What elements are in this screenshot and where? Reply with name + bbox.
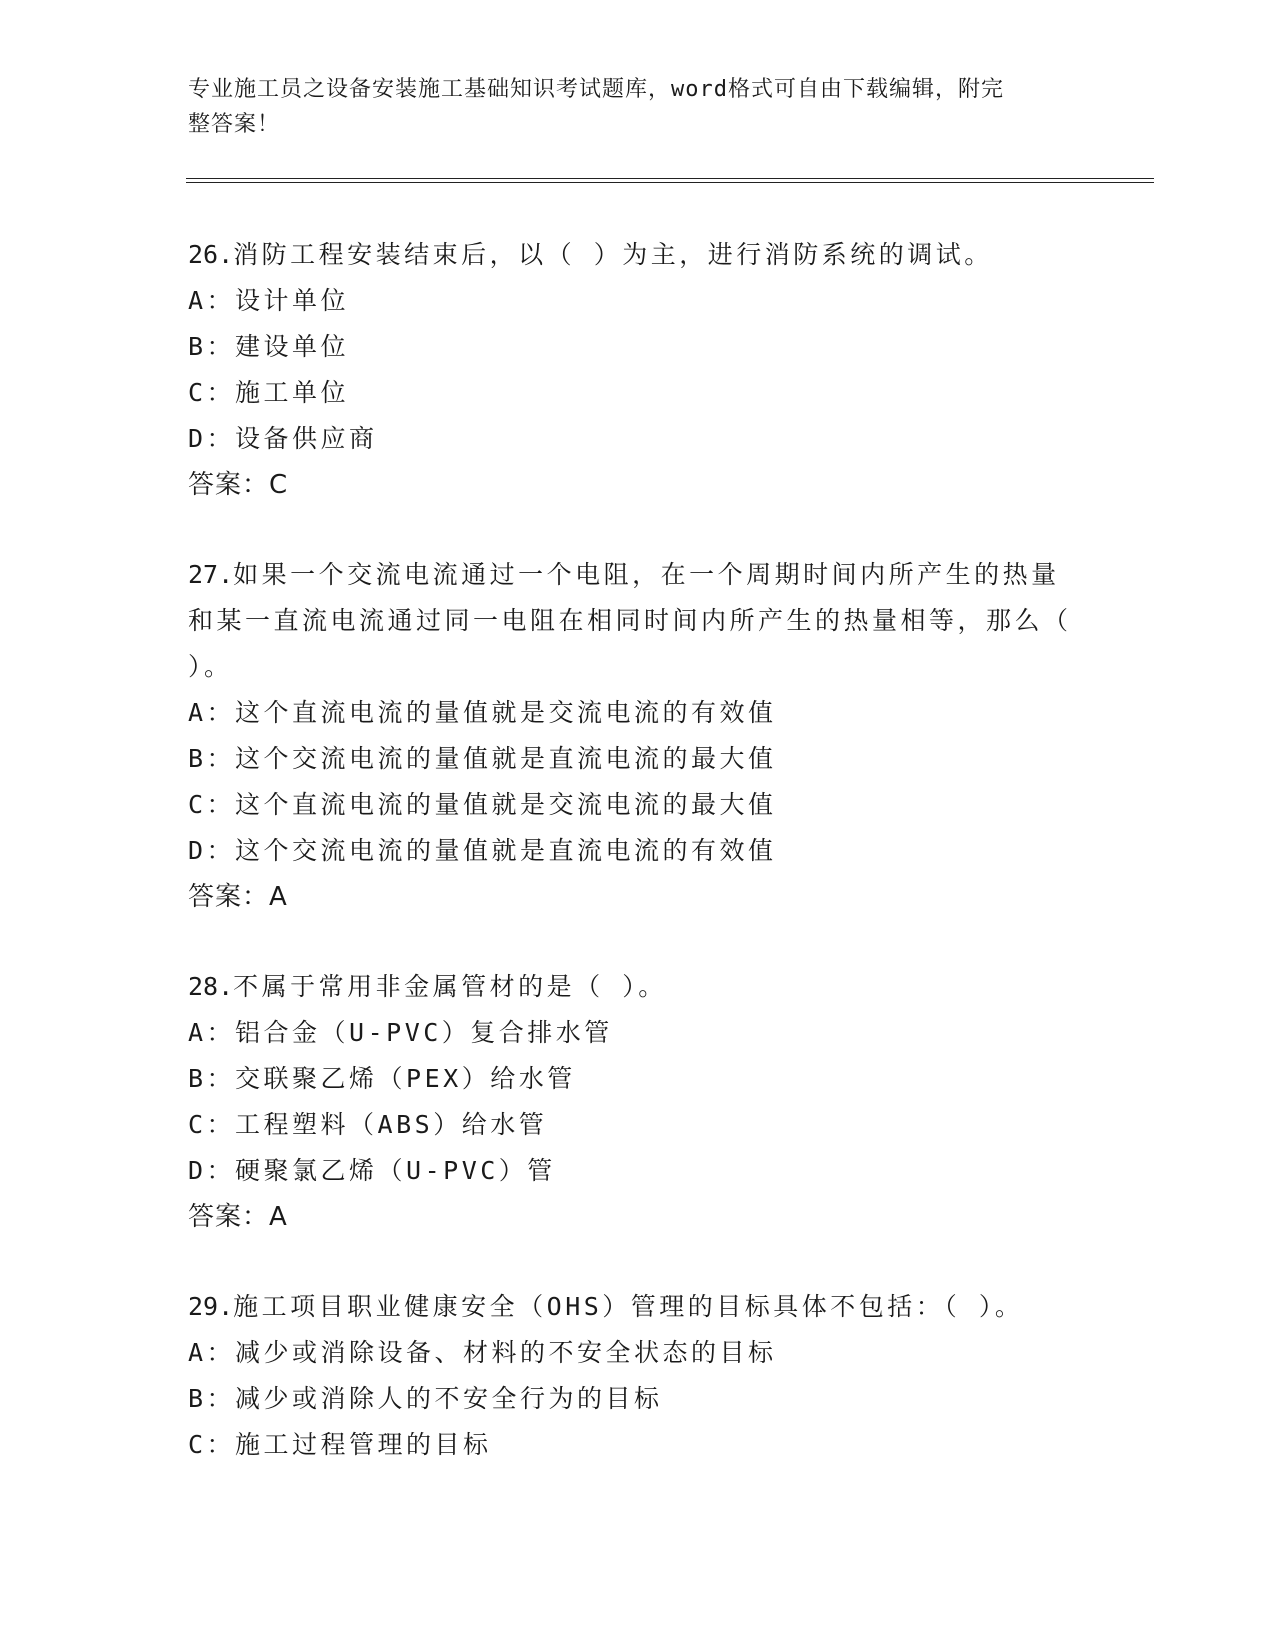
question-number: 29. (188, 1292, 234, 1321)
header-divider-top (186, 178, 1154, 179)
question-text: 不属于常用非金属管材的是（ ）。 (233, 972, 667, 1001)
option-a: A：设计单位 (188, 286, 350, 315)
question-stem (188, 964, 1088, 1010)
question-28 (188, 964, 1088, 1240)
answer: 答案：C (188, 470, 289, 500)
question-text: 施工项目职业健康安全（OHS）管理的目标具体不包括：（ ）。 (233, 1292, 1024, 1321)
option-a: A：这个直流电流的量值就是交流电流的有效值 (188, 698, 777, 727)
header-line-2: 整答案！ (188, 112, 281, 137)
question-text: 消防工程安装结束后，以（ ）为主，进行消防系统的调试。 (233, 240, 993, 269)
question-list (188, 232, 1091, 1512)
option-d: D：硬聚氯乙烯（U-PVC）管 (188, 1156, 556, 1185)
question-29 (188, 1284, 1088, 1468)
question-text: 如果一个交流电流通过一个电阻，在一个周期时间内所产生的热量和某一直流电流通过同一电阻在相同时间内所产生的热量相等，那么（ ）。 (188, 560, 1091, 681)
question-stem (188, 552, 1091, 690)
option-c: C：这个直流电流的量值就是交流电流的最大值 (188, 790, 777, 819)
option-c: C：施工单位 (188, 378, 350, 407)
option-c: C：工程塑料（ABS）给水管 (188, 1110, 548, 1139)
option-d: D：这个交流电流的量值就是直流电流的有效值 (188, 836, 777, 865)
question-number: 26. (188, 240, 234, 269)
question-stem (188, 1284, 1088, 1330)
answer: 答案：A (188, 882, 288, 912)
header-line-1: 专业施工员之设备安装施工基础知识考试题库，word格式可自由下载编辑，附完 (188, 77, 1004, 102)
question-27 (188, 552, 1091, 920)
option-a: A：减少或消除设备、材料的不安全状态的目标 (188, 1338, 777, 1367)
option-a: A：铝合金（U-PVC）复合排水管 (188, 1018, 613, 1047)
option-d: D：设备供应商 (188, 424, 378, 453)
option-b: B：减少或消除人的不安全行为的目标 (188, 1384, 663, 1413)
question-number: 27. (188, 560, 234, 589)
option-b: B：这个交流电流的量值就是直流电流的最大值 (188, 744, 777, 773)
option-b: B：交联聚乙烯（PEX）给水管 (188, 1064, 576, 1093)
question-26 (188, 232, 1088, 508)
header-divider-bottom (186, 182, 1154, 183)
question-stem (188, 232, 1088, 278)
option-c: C：施工过程管理的目标 (188, 1430, 492, 1459)
option-b: B：建设单位 (188, 332, 350, 361)
document-header (188, 72, 1078, 142)
answer: 答案：A (188, 1202, 288, 1232)
question-number: 28. (188, 972, 234, 1001)
